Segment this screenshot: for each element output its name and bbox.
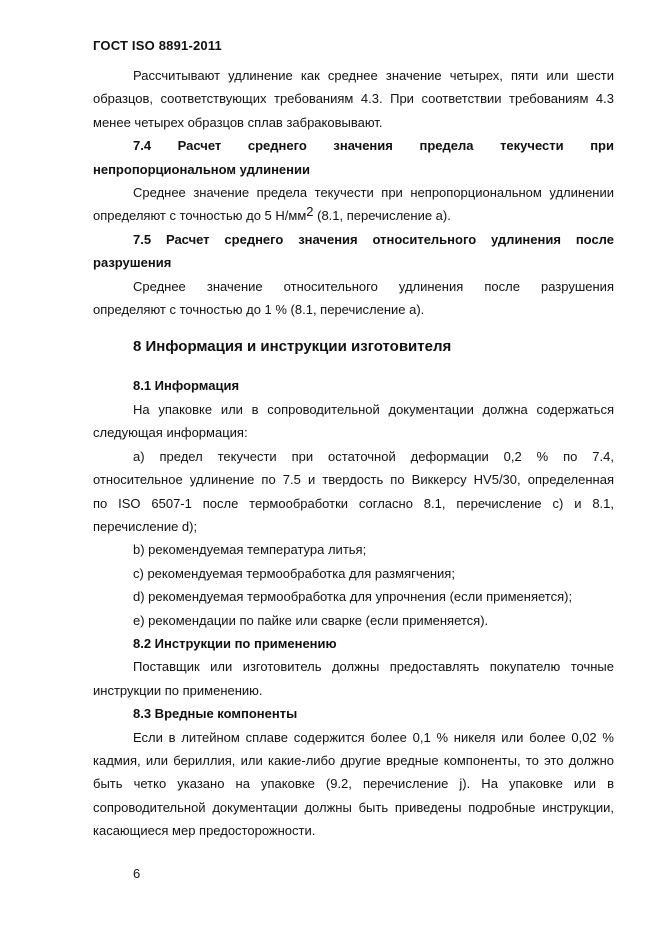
text-line: по ISO 6507-1 после термообработки согласно 8.1, перечисление с) и 8.1, xyxy=(93,495,614,511)
text-line: Среднее значение предела текучести при непропорциональном удлинении xyxy=(133,185,614,201)
page-body xyxy=(93,64,614,843)
list-item-e: e) рекомендации по пайке или сварке (если применяется). xyxy=(133,612,489,628)
text-line: относительное удлинение по 7.5 и твердость по Виккерсу HV5/30, определенная xyxy=(93,472,614,488)
text-line: перечисление d); xyxy=(93,518,198,534)
text-line: образцов, соответствующих требованиям 4.3. При соответствии требованиям 4.3 xyxy=(93,91,614,107)
text-line: инструкции по применению. xyxy=(93,682,263,698)
text-line: На упаковке или в сопроводительной документации должна содержаться xyxy=(133,401,614,417)
page-number: 6 xyxy=(133,866,141,881)
subsection-heading-7-5: 7.5 Расчет среднего значения относительного удлинения после xyxy=(133,231,614,247)
text-line: Если в литейном сплаве содержится более 0,1 % никеля или более 0,02 % xyxy=(133,729,614,745)
text-line: быть четко указано на упаковке (9.2, перечисление j). На упаковке или в xyxy=(93,776,614,792)
text-fragment: определяют с точностью до 5 Н/мм xyxy=(93,208,307,224)
text-fragment: (8.1, перечисление а). xyxy=(313,208,451,224)
list-item-d: d) рекомендуемая термообработка для упрочнения (если применяется); xyxy=(133,589,573,605)
text-line: кадмия, или бериллия, или какие-либо другие вредные компоненты, то это должно xyxy=(93,752,614,768)
subsection-heading-8-2: 8.2 Инструкции по применению xyxy=(133,635,337,651)
text-line: Рассчитывают удлинение как среднее значение четырех, пяти или шести xyxy=(133,68,614,83)
subsection-heading-7-4-cont: непропорциональном удлинении xyxy=(93,161,310,177)
text-line: определяют с точностью до 1 % (8.1, перечисление а). xyxy=(93,302,425,318)
superscript: 2 xyxy=(306,204,314,220)
text-line: касающиеся мер предосторожности. xyxy=(93,823,316,839)
text-line: сопроводительной документации должны быть приведены подробные инструкции, xyxy=(93,799,614,815)
list-item-b: b) рекомендуемая температура литья; xyxy=(133,542,367,558)
subsection-heading-7-5-cont: разрушения xyxy=(93,255,172,271)
section-title-8: 8 Информация и инструкции изготовителя xyxy=(133,338,452,356)
text-line: Поставщик или изготовитель должны предоставлять покупателю точные xyxy=(133,659,614,675)
subsection-heading-7-4: 7.4 Расчет среднего значения предела текучести при xyxy=(133,138,614,154)
text-line: менее четырех образцов сплав забраковывают. xyxy=(93,114,383,130)
list-item-c: c) рекомендуемая термообработка для размягчения; xyxy=(133,565,455,581)
subsection-heading-8-3: 8.3 Вредные компоненты xyxy=(133,706,298,722)
text-line: Среднее значение относительного удлинения после разрушения xyxy=(133,278,614,294)
subsection-heading-8-1: 8.1 Информация xyxy=(133,378,240,394)
text-line: следующая информация: xyxy=(93,425,248,441)
document-header: ГОСТ ISO 8891-2011 xyxy=(93,38,222,53)
list-item-a: а) предел текучести при остаточной деформации 0,2 % по 7.4, xyxy=(133,448,614,464)
text-line xyxy=(93,204,614,227)
